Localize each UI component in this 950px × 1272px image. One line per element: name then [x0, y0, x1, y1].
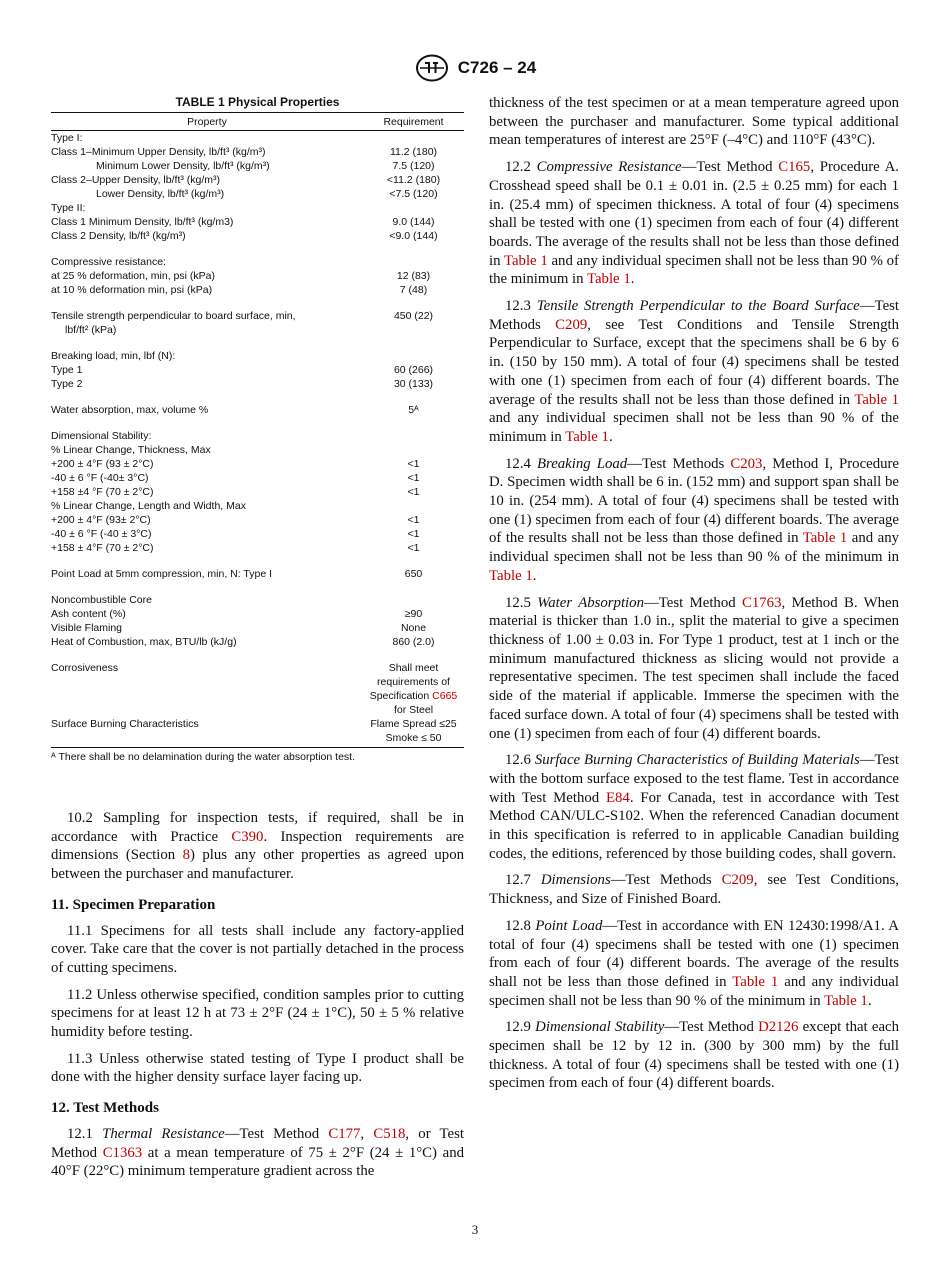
table-row [51, 429, 464, 443]
row-label: % Linear Change, Length and Width, Max [51, 500, 246, 512]
table-row [51, 567, 464, 581]
row-label: Dimensional Stability: [51, 430, 152, 442]
table-row [51, 593, 464, 607]
row-label: Water absorption, max, volume % [51, 404, 209, 416]
row-value: <9.0 (144) [389, 230, 438, 242]
row-label: Tensile strength perpendicular to board surface, min, [51, 310, 296, 322]
table-row [51, 363, 464, 377]
astm-logo-icon [414, 54, 450, 82]
row-value: 7 (48) [399, 284, 428, 296]
paragraph-12-6: 12.6 Surface Burning Characteristics of Building Materials—Test with the bottom surface exposed to the test flame. Test in accordance with Test Method E84. For Canada, test in accordance with Test Method CAN/ULC-S102. When the referenced Canadian document in this specification is referred to in applicable Canadian building codes, the editions, referenced by those building codes, shall govern. [489, 752, 899, 862]
column-header-property: Property [51, 113, 363, 131]
row-label: Lower Density, lb/ft³ (kg/m³) [96, 188, 225, 200]
row-label: Class 2 Density, lb/ft³ (kg/m³) [51, 230, 186, 242]
row-label: Minimum Lower Density, lb/ft³ (kg/m³) [96, 160, 270, 172]
table-link[interactable]: Table 1 [802, 530, 848, 547]
table-row [51, 443, 464, 457]
table-row [51, 471, 464, 485]
table-row [51, 145, 464, 159]
row-label: Heat of Combustion, max, BTU/lb (kJ/g) [51, 636, 237, 648]
row-value: 30 (133) [393, 378, 434, 390]
page-header [0, 54, 950, 84]
table-row [51, 131, 464, 146]
reference-link[interactable]: D2126 [758, 1019, 799, 1036]
reference-link[interactable]: C518 [373, 1125, 406, 1142]
table-link[interactable]: Table 1 [732, 973, 779, 990]
row-label: Noncombustible Core [51, 594, 152, 606]
section-heading-12: 12. Test Methods [51, 1100, 159, 1117]
table-row [51, 215, 464, 229]
table-link[interactable]: Table 1 [503, 252, 548, 269]
row-label: Type I: [51, 132, 83, 144]
row-label: Class 1–Minimum Upper Density, lb/ft³ (kg/m³) [51, 146, 266, 158]
row-value: 650 [404, 568, 423, 580]
table-footnote: ᴬ There shall be no delamination during the water absorption test. [51, 751, 355, 763]
column-header-requirement: Requirement [363, 113, 464, 131]
row-label: +158 ± 4°F (70 ± 2°C) [51, 542, 154, 554]
row-value: 860 (2.0) [392, 636, 435, 648]
row-value: <1 [407, 528, 420, 540]
table-link[interactable]: Table 1 [565, 428, 609, 445]
row-label: Type 2 [51, 378, 83, 390]
table-row [51, 541, 464, 555]
row-label: -40 ± 6 °F (-40± 3°C) [51, 472, 149, 484]
paragraph-11-1: 11.1 Specimens for all tests shall include any factory-applied cover. Take care that the cover is not partially detached in the process of cutting specimens. [51, 922, 464, 976]
row-value: 60 (266) [393, 364, 434, 376]
row-label: +158 ±4 °F (70 ± 2°C) [51, 486, 154, 498]
paragraph-11-2: 11.2 Unless otherwise specified, condition samples prior to cutting specimens for at least 12 h at 73 ± 2°F (24 ± 1°C), 50 ± 5 % relative humidity before testing. [51, 986, 464, 1041]
reference-link[interactable]: C1363 [102, 1144, 143, 1161]
table-row [51, 607, 464, 621]
table-row [51, 717, 464, 748]
row-value: <1 [407, 514, 420, 526]
table-row [51, 377, 464, 391]
row-label: Breaking load, min, lbf (N): [51, 350, 176, 362]
reference-link[interactable]: C1763 [742, 594, 782, 611]
table-row [51, 269, 464, 283]
row-value: 450 (22) [393, 310, 434, 322]
row-label: % Linear Change, Thickness, Max [51, 444, 211, 456]
row-label: at 10 % deformation min, psi (kPa) [51, 284, 213, 296]
row-value: <1 [407, 458, 420, 470]
row-label: Visible Flaming [51, 622, 123, 634]
table-row [51, 159, 464, 173]
row-value: ≥90 [404, 608, 423, 620]
row-label: -40 ± 6 °F (-40 ± 3°C) [51, 528, 152, 540]
table-link[interactable]: Table 1 [854, 391, 899, 408]
table-row [51, 349, 464, 363]
reference-link[interactable]: C209 [721, 872, 754, 889]
row-label: +200 ± 4°F (93 ± 2°C) [51, 458, 154, 470]
paragraph-10-2: 10.2 Sampling for inspection tests, if required, shall be in accordance with Practice C390. Inspection requirements are dimensions (Section 8) plus any other properties as agreed upon between the purchaser and manufacturer. [51, 810, 464, 883]
table-row [51, 309, 464, 323]
table-row [51, 621, 464, 635]
paragraph-12-1: 12.1 Thermal Resistance—Test Method C177, C518, or Test Method C1363 at a mean temperature of 75 ± 2°F (24 ± 1°C) and 40°F (22°C) minimum temperature gradient across the [51, 1125, 464, 1180]
paragraph-12-7: 12.7 Dimensions—Test Methods C209, see Test Conditions, Thickness, and Size of Finished Board. [489, 872, 899, 908]
row-value: <11.2 (180) [386, 174, 441, 186]
reference-link[interactable]: C203 [730, 455, 763, 472]
reference-link[interactable]: C165 [778, 159, 811, 176]
physical-properties-table [51, 112, 464, 748]
row-value: 9.0 (144) [392, 216, 435, 228]
row-label: Point Load at 5mm compression, min, N: Type I [51, 568, 272, 580]
row-value: Flame Spread ≤25 Smoke ≤ 50 [363, 717, 464, 748]
paragraph-12-3: 12.3 Tensile Strength Perpendicular to the Board Surface—Test Methods C209, see Test Conditions and Tensile Strength Perpendicular to Surface, except that the specimens shall be 6 by 6 in. (150 by 150 mm). A total of four (4) specimens shall be tested with one (1) specimen from each of four (4) different boards. The average of the results shall not be less than those defined in Table 1 and any individual specimen shall not be less than 90 % of the minimum in Table 1. [489, 298, 900, 445]
row-label: at 25 % deformation, min, psi (kPa) [51, 270, 215, 282]
right-column [489, 94, 899, 1101]
reference-link[interactable]: C209 [555, 316, 588, 333]
row-value: 12 (83) [396, 270, 431, 282]
paragraph-12-9: 12.9 Dimensional Stability—Test Method D2126 except that each specimen shall be 12 by 12 in. (300 by 300 mm) by the full thickness. A total of four (4) specimens shall be tested with one (1) specimen from each of four (4) different boards. [489, 1019, 899, 1092]
row-label: +200 ± 4°F (93± 2°C) [51, 514, 151, 526]
table-row [51, 403, 464, 417]
table-row [51, 513, 464, 527]
paragraph-12-4: 12.4 Breaking Load—Test Methods C203, Method I, Procedure D. Specimen width shall be 6 in. (152 mm) and support span shall be 10 in. (254 mm). A total of four (4) specimens shall be tested with one (1) specimen from each of four (4) different boards. The average of the results shall not be less than those defined in Table 1 and any individual specimen shall not be less than 90 % of the minimum in Table 1. [489, 455, 899, 584]
table-link[interactable]: Table 1 [824, 992, 868, 1009]
section-link[interactable]: 8 [182, 847, 191, 864]
reference-link[interactable]: E84 [605, 789, 630, 806]
table-row [51, 173, 464, 187]
row-label: Compressive resistance: [51, 256, 166, 268]
row-label: Surface Burning Characteristics [51, 717, 363, 748]
paragraph-12-2: 12.2 Compressive Resistance—Test Method C165, Procedure A. Crosshead speed shall be 0.1 ± 0.01 in. (2.5 ± 0.25 mm) for each 1 in. (25.4 mm) of specimen thickness. A total of four (4) specimens shall be tested with one (1) specimen from each of four (4) different boards. The average of the results shall not be less than those defined in Table 1 and any individual specimen shall not be less than 90 % of the minimum in Table 1. [489, 159, 900, 288]
row-value: 7.5 (120) [392, 160, 435, 172]
row-value: <7.5 (120) [389, 188, 438, 200]
paragraph-12-5: 12.5 Water Absorption—Test Method C1763, Method B. When material is thicker than 1.0 in., split the material to give a specimen thickness of 1.00 ± 0.03 in. For Type 1 product, test at 1 inch or the minimum manufactured thickness as slicing would not provide a representative specimen. The test specimen shall include the faced side of the material if applicable. Immerse the specimen with the faced surface down. A total of four (4) specimens shall be tested with one (1) specimen from each of four (4) different boards. [489, 594, 899, 742]
row-value: <1 [407, 542, 420, 554]
reference-link[interactable]: C177 [328, 1125, 361, 1142]
table-row [51, 661, 464, 717]
table-row [51, 323, 464, 337]
row-value: <1 [407, 472, 420, 484]
table-row [51, 635, 464, 649]
table-row [51, 457, 464, 471]
row-value: 5ᴬ [408, 404, 419, 416]
row-value: None [400, 622, 427, 634]
table-row [51, 255, 464, 269]
page-number: 3 [471, 1222, 479, 1237]
row-label: lbf/ft² (kPa) [65, 324, 117, 336]
left-body-text [51, 809, 464, 1181]
table-link[interactable]: Table 1 [489, 567, 533, 584]
table-link[interactable]: Table 1 [586, 271, 631, 288]
paragraph-12-1-continued: thickness of the test specimen or at a mean temperature agreed upon between the purchaser and manufacturer. Some typical additional mean temperatures of interest are 25°F (–4°C) and 110°F (43°C). [489, 95, 899, 149]
table-row [51, 283, 464, 297]
row-label: Ash content (%) [51, 608, 126, 620]
row-label: Corrosiveness [51, 662, 119, 674]
left-column [51, 94, 464, 1189]
reference-link[interactable]: C665 [432, 690, 458, 702]
row-value: 11.2 (180) [389, 146, 438, 158]
reference-link[interactable]: C390 [231, 828, 264, 845]
row-label: Type 1 [51, 364, 83, 376]
row-label: Class 1 Minimum Density, lb/ft³ (kg/m3) [51, 216, 234, 228]
table-row [51, 229, 464, 243]
table-row [51, 187, 464, 201]
standard-designation: C726 – 24 [457, 58, 537, 77]
row-label: Class 2–Upper Density, lb/ft³ (kg/m³) [51, 174, 221, 186]
paragraph-11-3: 11.3 Unless otherwise stated testing of Type I product shall be done with the higher density surface layer facing up. [51, 1050, 464, 1086]
paragraph-12-8: 12.8 Point Load—Test in accordance with EN 12430:1998/A1. A total of four (4) specimens shall be tested with one (1) specimen from each of four (4) different boards. The average of the results shall not be less than those defined in Table 1 and any individual specimen shall not be less than 90 % of the minimum in Table 1. [489, 917, 899, 1009]
table-row [51, 499, 464, 513]
table-row [51, 527, 464, 541]
table-row [51, 485, 464, 499]
row-value: Shall meet requirements of Specification C665 for Steel [369, 662, 458, 716]
row-value: <1 [407, 486, 420, 498]
section-heading-11: 11. Specimen Preparation [51, 896, 216, 913]
table-row [51, 201, 464, 215]
row-label: Type II: [51, 202, 86, 214]
table-title: TABLE 1 Physical Properties [175, 95, 340, 109]
